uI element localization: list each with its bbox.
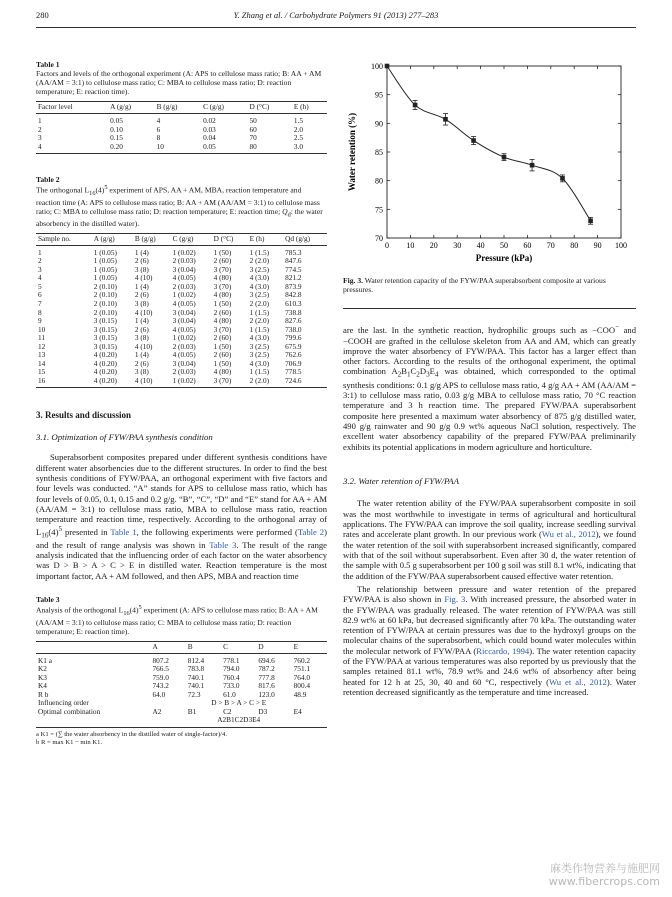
table-header-cell: A (g/g): [108, 102, 154, 114]
table-cell: 1 (4): [134, 316, 149, 326]
table-header-cell: E (h): [248, 234, 284, 246]
page-number: 280: [36, 10, 49, 20]
paragraph-3-2-a: The water retention ability of the FYW/PAA superabsorbent composite in soil was the most worthwhile to investigate in terms of agricultural and horticultural applications. The FYW/PAA can improve the soil quality, increase seedling survival rates and accelerate plant growth. In our previous work (Wu et al., 2012), we found the water retention of the soil with superabsorbent increased significantly, compared with that of the soil without superabsorbent. Even after 30 d, the water retention of the sample with 0.5 g superabsorbent per 100 g soil was still 8.1 wt%, indicating that the addition of the FYW/PAA superabsorbent caused effective water retention.: [343, 498, 636, 581]
table-cell: 72.3: [187, 689, 201, 699]
table-cell: 787.2: [258, 664, 275, 674]
table-cell: 64.0: [152, 689, 166, 699]
table-row: [36, 716, 327, 727]
table-row: [36, 143, 327, 154]
table-cell: E4: [293, 706, 302, 716]
table-cell: 4 (10): [133, 377, 171, 388]
table-cell: 3 (0.15): [93, 333, 117, 343]
table-row: [36, 114, 327, 126]
table-cell: 4 (10): [134, 341, 153, 351]
table-cell: 4 (80): [213, 273, 232, 283]
table-cell: 4: [156, 116, 161, 126]
table-cell: 70: [249, 133, 257, 143]
table-cell: 762.6: [285, 350, 302, 360]
table-cell: 785.3: [285, 247, 302, 257]
table-cell: 3 (0.04): [172, 307, 196, 317]
table-cell: 0.04: [203, 133, 216, 143]
table-cell: 1 (0.05): [93, 273, 117, 283]
table-header-cell: A (g/g): [92, 234, 133, 246]
x-tick-label: 50: [500, 241, 508, 250]
table3-label: Table 3: [36, 595, 60, 605]
table-cell: 2.5: [293, 133, 303, 143]
table-header-cell: A: [150, 641, 185, 653]
table-row: [36, 126, 327, 135]
table-cell: 1 (1.5): [249, 247, 270, 257]
table-cell: 15: [38, 367, 46, 377]
table3-footnote-b: b R = max K1 − min K1.: [36, 739, 103, 747]
table-header-cell: D: [256, 641, 291, 653]
table3-footnote-a: a K1 = (∑ the water absorbency in the distilled water of single-factor)/4.: [36, 730, 227, 738]
table-cell: 4 (0.05): [172, 324, 196, 334]
table-cell: 4 (3.0): [249, 333, 270, 343]
table-cell: 2: [38, 124, 42, 134]
table-cell: 759.0: [152, 672, 169, 682]
table-cell: 2 (6): [134, 324, 149, 334]
table-cell: 0.02: [203, 116, 216, 126]
table-cell: 4 (80): [213, 316, 232, 326]
paragraph-3-1: Superabsorbent composites prepared under different synthesis conditions have different water absorbencies due to the different structures. In order to find the best synthesis conditions of FYW/PAA, an orthogonal experiment with five factors and four levels was conducted. “A” stands for APS to cellulose mass ratio, which has four levels of 0.05, 0.1, 0.15 and 0.2 g/g. “B”, “C”, “D” and “E” stand for AA + AM (AA/AM = 3:1) to cellulose mass ratio, MBA to cellulose mass ratio, reaction temperature and reaction time, respectively. According to the orthogonal array of $L_{16}(4)^5$ presented in Table 1, the following experiments were performed (Table 2) and the result of range analysis was shown in Table 3. The result of the range analysis indicated that the influencing order of each factor on the water absorbency was D > B > A > C > E in distilled water. Reaction temperature is the most important factor, AA + AM followed, and then APS, MBA and reaction time: [36, 452, 327, 581]
table-row: [36, 653, 327, 665]
table-cell: 0.03: [203, 124, 216, 134]
table-cell: 733.0: [223, 681, 240, 691]
table-cell: 3 (0.04): [172, 264, 196, 274]
table-cell: 3: [38, 264, 42, 274]
table-header-cell: D (°C): [248, 102, 292, 114]
ref-wu-2012-b[interactable]: Wu et al., 2012: [548, 676, 607, 687]
table-cell: 3 (2.5): [249, 264, 270, 274]
table-cell: 4 (10): [134, 273, 153, 283]
table-cell: B1: [187, 706, 197, 716]
table-cell: 80: [248, 143, 292, 154]
table-header-cell: C: [221, 641, 256, 653]
table-cell: 123.0: [258, 689, 275, 699]
table-cell: 16: [36, 377, 92, 388]
table-cell: 827.6: [285, 316, 302, 326]
table-cell: 774.5: [285, 264, 302, 274]
table-cell: 1 (0.02): [172, 290, 196, 300]
table-cell: 2 (60): [213, 307, 232, 317]
table-cell: 3 (8): [134, 264, 149, 274]
table-cell: 1 (50): [213, 358, 232, 368]
table-cell: 2 (6): [134, 290, 149, 300]
table3-link[interactable]: Table 3: [209, 539, 237, 550]
table1-link[interactable]: Table 1: [110, 526, 137, 537]
table-cell: K1 a: [38, 655, 52, 665]
table-cell: 807.2: [152, 655, 169, 665]
table-cell: 764.0: [293, 672, 311, 682]
table-cell: 3 (70): [213, 324, 232, 334]
x-tick-label: 20: [429, 241, 438, 250]
left-column: [36, 60, 327, 748]
table-cell: A2: [152, 706, 162, 716]
table-cell: 743.2: [152, 681, 169, 691]
table-header-cell: Factor level: [36, 102, 108, 114]
table-cell: 800.4: [293, 681, 311, 691]
table-cell: 9: [38, 316, 42, 326]
header-rule: [36, 27, 636, 28]
table-cell: 1 (0.05): [93, 247, 117, 257]
running-header: [0, 10, 672, 24]
table-row: [36, 377, 327, 388]
table-cell: 2 (0.03): [172, 281, 196, 291]
paragraph-3-2-b: The relationship between pressure and water retention of the prepared FYW/PAA is also shown in Fig. 3. With increased pressure, the absorbed water in the FYW/PAA was gradually released. The water retention of FYW/PAA was still 82.9 wt% at 60 kPa, but decreased significantly after 70 kPa. The outstanding water retention of FYW/PAA at certain pressures was due to the hydroxyl groups on the molecular chains of the superabsorbent, which could bound water molecules within the molecular network of FYW/PAA (Riccardo, 1994). The water retention capacity of the FYW/PAA at various temperatures was also reported by us previously that the samples retained 81.1 wt%, 78.9 wt% and 24.6 wt% of absorbency after being heated for 12 h at 25, 30, 40 and 60 °C, respectively (Wu et al., 2012). Water retention decreased significantly as the temperature and time increased.: [343, 583, 637, 698]
table-cell: 1: [38, 247, 42, 257]
y-tick-label: 100: [371, 62, 383, 71]
table-cell: 873.9: [285, 281, 302, 291]
table-cell: 694.6: [258, 655, 275, 665]
x-tick-label: 100: [615, 241, 627, 250]
table-cell: 2 (60): [213, 256, 232, 266]
table-cell: 706.9: [285, 358, 302, 368]
table-cell: 3 (2.5): [249, 290, 270, 300]
section-title: 3. Results and discussion: [36, 410, 132, 421]
table-cell: 794.0: [223, 664, 240, 674]
table-cell: 60: [249, 124, 257, 134]
table-cell: 1 (4): [134, 350, 149, 360]
table-cell: 4 (0.20): [92, 377, 133, 388]
table-cell: 10: [155, 143, 201, 154]
y-tick-label: 85: [375, 148, 383, 157]
table-cell: D3: [258, 706, 268, 716]
table-header-cell: B (g/g): [133, 234, 171, 246]
table-cell: 3 (0.15): [93, 316, 117, 326]
table2: [36, 233, 327, 388]
table-cell: 1 (0.02): [171, 377, 212, 388]
data-point: [413, 103, 418, 108]
table3-caption: Analysis of the orthogonal $L_{16}(4)^5$ experiment (A: APS to cellulose mass ratio; B: AA + AM (AA/AM = 3:1) to cellulose mass ratio; C: MBA to cellulose mass ratio; D: reaction temperature; E: reaction time).: [36, 604, 318, 636]
x-tick-label: 70: [546, 241, 555, 250]
table-cell: 2 (0.10): [93, 290, 117, 300]
table-cell: Optimal combination: [38, 706, 101, 716]
table-cell: 2 (0.10): [93, 307, 117, 317]
table-cell: 4 (0.05): [172, 299, 196, 309]
table-cell: 3 (8): [134, 333, 149, 343]
x-tick-label: 10: [406, 241, 415, 250]
table-cell: 13: [38, 350, 46, 360]
y-tick-label: 95: [375, 90, 383, 100]
y-tick-label: 75: [375, 205, 383, 215]
table-row: [36, 674, 327, 683]
x-tick-label: 90: [593, 241, 602, 250]
table-cell: 1 (50): [213, 341, 232, 351]
table-cell: 2.0: [293, 124, 303, 134]
table-cell: 3 (0.04): [172, 358, 196, 368]
table-cell: 1 (0.05): [93, 264, 117, 274]
table-cell: A2B1C2D3E4: [150, 716, 327, 727]
figure3-caption: Fig. 3. Water retention capacity of the FYW/PAA superabsorbent composite at various pressures.: [343, 276, 606, 295]
table-cell: 0.10: [110, 124, 123, 134]
x-tick-label: 40: [476, 241, 485, 250]
table-cell: 3 (70): [213, 264, 232, 274]
table-cell: 3 (70): [213, 281, 232, 291]
table-cell: 4 (0.20): [93, 367, 117, 377]
table-cell: 4: [38, 273, 42, 283]
table-cell: 1 (50): [213, 299, 232, 309]
table-cell: 847.6: [285, 256, 302, 266]
y-tick-label: 90: [375, 119, 383, 129]
table-cell: 1: [38, 116, 42, 126]
table-row: [36, 134, 327, 143]
table-cell: 760.4: [223, 672, 240, 682]
table-cell: 2 (0.03): [172, 367, 196, 377]
table-cell: K3: [38, 672, 47, 682]
table-cell: 0.05: [201, 143, 247, 154]
table-cell: 4 (3.0): [249, 281, 270, 291]
table-cell: C2: [223, 706, 232, 716]
table-cell: 1 (4): [134, 247, 149, 257]
table-cell: 2 (6): [134, 256, 149, 266]
table-cell: 1 (1.5): [249, 307, 270, 317]
table1-block: [36, 60, 327, 154]
table-cell: 1 (50): [213, 247, 232, 257]
table-cell: 6: [38, 290, 42, 300]
table-cell: 675.9: [285, 341, 302, 351]
table-header-cell: Qd (g/g): [283, 234, 327, 246]
table-cell: 4 (80): [213, 367, 232, 377]
table-cell: 4 (0.05): [172, 350, 196, 360]
table-cell: 783.8: [187, 664, 205, 674]
table-cell: 2 (0.03): [172, 341, 196, 351]
table-cell: 738.8: [285, 307, 302, 317]
table1-label: Table 1: [36, 60, 60, 69]
ref-wu-2012[interactable]: Wu et al., 2012: [541, 529, 596, 540]
ref-riccardo-1994[interactable]: Riccardo, 1994: [476, 645, 530, 656]
table-cell: 12: [38, 341, 46, 351]
table-cell: 1 (0.05): [93, 256, 117, 266]
table-cell: 3 (8): [134, 367, 149, 377]
table-cell: 4 (0.20): [93, 358, 117, 368]
table-cell: 0.20: [108, 143, 154, 154]
table-cell: 799.6: [285, 333, 302, 343]
x-tick-label: 80: [570, 241, 579, 250]
table-cell: K4: [38, 681, 47, 691]
table-cell: 2 (0.03): [172, 256, 196, 266]
table-cell: 760.2: [293, 655, 311, 665]
data-point: [560, 176, 565, 181]
y-tick-label: 70: [375, 234, 383, 243]
table-cell: Influencing order: [38, 698, 89, 708]
table-cell: 3: [38, 133, 42, 143]
table-cell: 2 (60): [213, 333, 232, 343]
right-column: [343, 60, 636, 697]
table-header-cell: [36, 641, 150, 653]
table-cell: 1 (0.02): [172, 333, 196, 343]
table-cell: 2 (0.10): [93, 299, 117, 309]
table-cell: 1 (1.5): [249, 324, 270, 334]
table-cell: 778.5: [285, 367, 302, 377]
table-cell: 50: [249, 116, 257, 126]
table1: [36, 101, 327, 154]
table-cell: 4 (3.0): [249, 358, 270, 368]
table-cell: 3 (2.5): [249, 350, 270, 360]
table-cell: 0.15: [110, 133, 123, 143]
x-tick-label: 30: [453, 241, 462, 250]
table-cell: 2 (2.0): [249, 256, 270, 266]
table-cell: 3 (70): [212, 377, 248, 388]
figure-rule: [343, 308, 636, 309]
table-cell: 14: [38, 358, 46, 368]
table-cell: 821.2: [285, 273, 302, 283]
watermark: [549, 862, 660, 890]
table-cell: 812.4: [187, 655, 205, 665]
table-cell: 751.1: [293, 664, 311, 674]
table-cell: 3.0: [292, 143, 327, 154]
table2-block: [36, 175, 327, 388]
table-cell: 5: [38, 281, 42, 291]
data-point: [588, 219, 593, 224]
table-cell: 610.3: [285, 299, 302, 309]
table-cell: 4 (10): [134, 307, 153, 317]
table-cell: 1 (4): [134, 281, 149, 291]
chart-points: [385, 64, 593, 225]
table1-caption: Factors and levels of the orthogonal experiment (A: APS to cellulose mass ratio; B: AA + AM (AA/AM = 3:1) to cellulose mass ratio; C: MBA to cellulose mass ratio; D: reaction temperature; E: reaction time).: [36, 69, 322, 97]
table-cell: 766.5: [152, 664, 169, 674]
table-cell: 1 (1.5): [249, 367, 270, 377]
table-cell: R b: [38, 689, 49, 699]
data-point: [443, 117, 448, 122]
table-cell: 3 (0.04): [172, 316, 196, 326]
table-cell: 4 (0.20): [93, 350, 117, 360]
water-retention-chart: [343, 60, 636, 270]
data-point: [471, 138, 476, 143]
table-cell: 1 (0.02): [172, 247, 196, 257]
y-axis-label: Water retention (%): [347, 112, 357, 192]
table-header-cell: C (g/g): [171, 234, 212, 246]
table-cell: 724.6: [283, 377, 327, 388]
table-cell: 7: [38, 299, 42, 309]
table-row: [36, 665, 327, 674]
x-tick-label: 60: [523, 241, 532, 250]
watermark-line2: www.fibercrops.com: [548, 875, 660, 889]
table-cell: 2 (2.0): [248, 377, 284, 388]
table-cell: 4: [36, 143, 108, 154]
table-header-cell: B (g/g): [155, 102, 201, 114]
table-cell: 842.8: [285, 290, 302, 300]
table-header-cell: C (g/g): [201, 102, 247, 114]
table-cell: D > B > A > C > E: [211, 698, 267, 708]
table-header-cell: Sample no.: [36, 234, 92, 246]
y-tick-label: 80: [375, 176, 383, 186]
table-header-cell: B: [186, 641, 221, 653]
table-cell: 8: [38, 307, 42, 317]
table-cell: 4 (80): [213, 290, 232, 300]
table-cell: 740.1: [187, 681, 205, 691]
table-cell: 1.5: [293, 116, 303, 126]
table-cell: 738.0: [285, 324, 302, 334]
journal-citation: Y. Zhang et al. / Carbohydrate Polymers 91 (2013) 277–283: [233, 10, 439, 20]
table-cell: 10: [38, 324, 46, 334]
table2-label: Table 2: [36, 175, 60, 185]
table-cell: 740.1: [187, 672, 205, 682]
watermark-line1: 麻类作物营养与施肥网: [550, 861, 660, 875]
table-cell: 6: [156, 124, 161, 134]
table-cell: 2 (2.0): [249, 299, 270, 309]
data-point: [502, 155, 507, 160]
table3: [36, 641, 327, 728]
table-cell: 777.8: [258, 672, 275, 682]
table-cell: 2 (2.0): [249, 316, 270, 326]
paragraph-continued: are the last. In the synthetic reaction, hydrophilic groups such as −COO− and −COOH are grafted in the cellulose skeleton from AA and AM, which can greatly improve the water absorbency of FYW/PAA. This factor has a larger effect than other factors. According to the results of the orthogonal experiment, the optimal combination $A_2B_1C_2D_3E_4$ was obtained, which corresponded to the optimal synthesis conditions: 0.1 g/g APS to cellulose mass ratio, 4 g/g AA + AM (AA/AM = 3:1) to cellulose mass ratio, 0.03 g/g MBA to cellulose mass ratio, 70 °C reaction temperature and 3 h reaction time. The prepared FYW/PAA superabsorbent composite here presented a maximum water absorbency of 875 g/g distilled water, 490 g/g rainwater and 90 g/g 0.9 wt% aqueous NaCl solution, respectively. The excellent water absorbency capability of the prepared FYW/PAA preliminarily exhibits its potential applications in modern agriculture and horticulture.: [343, 323, 636, 452]
table2-link[interactable]: Table 2: [297, 526, 325, 537]
table3-block: [36, 595, 327, 748]
table-cell: 3 (2.5): [249, 341, 270, 351]
table-cell: 817.6: [258, 681, 275, 691]
table-cell: 2: [38, 256, 42, 266]
table-cell: 3 (0.15): [93, 324, 117, 334]
fit-curve: [387, 66, 591, 221]
table-header-cell: E: [292, 641, 327, 653]
table-cell: 3 (8): [134, 299, 149, 309]
subsection-3-1-title: 3.1. Optimization of FYW/PAA synthesis condition: [36, 432, 213, 443]
table-cell: 2 (0.10): [93, 281, 117, 291]
subsection-3-2-title: 3.2. Water retention of FYW/PAA: [343, 475, 459, 486]
table-cell: 0.05: [110, 116, 123, 126]
table-row: [36, 708, 327, 717]
table-header-cell: E (h): [292, 102, 327, 114]
data-point: [530, 163, 535, 168]
table-cell: 48.9: [293, 689, 307, 699]
table-cell: 778.1: [223, 655, 240, 665]
table-cell: 4 (3.0): [249, 273, 270, 283]
x-axis-label: Pressure (kPa): [475, 253, 533, 263]
table-cell: 8: [156, 133, 161, 143]
table-cell: 3 (0.15): [93, 341, 117, 351]
table-cell: 2 (6): [134, 358, 149, 368]
table-row: [36, 682, 327, 691]
table-header-cell: D (°C): [212, 234, 248, 246]
table2-caption: The orthogonal $L_{16}(4)^5$ experiment of APS, AA + AM, MBA, reaction temperature and reaction time (A: APS to cellulose mass ratio; B: AA + AM (AA/AM = 3:1) to cellulose mass ratio; C: MBA to cellulose mass ratio; D: reaction temperature; E: reaction time; $Q_d$: the water absorbency in the distilled water).: [36, 184, 323, 229]
table-cell: 4 (0.05): [172, 273, 196, 283]
table-cell: 11: [38, 333, 46, 343]
table-cell: 2 (60): [213, 350, 232, 360]
x-tick-label: 0: [385, 241, 389, 250]
data-point: [385, 64, 390, 69]
table-cell: 61.0: [223, 689, 236, 699]
table-cell: K2: [38, 664, 47, 674]
fig3-link[interactable]: Fig. 3: [444, 594, 466, 605]
table-cell: [36, 716, 150, 727]
